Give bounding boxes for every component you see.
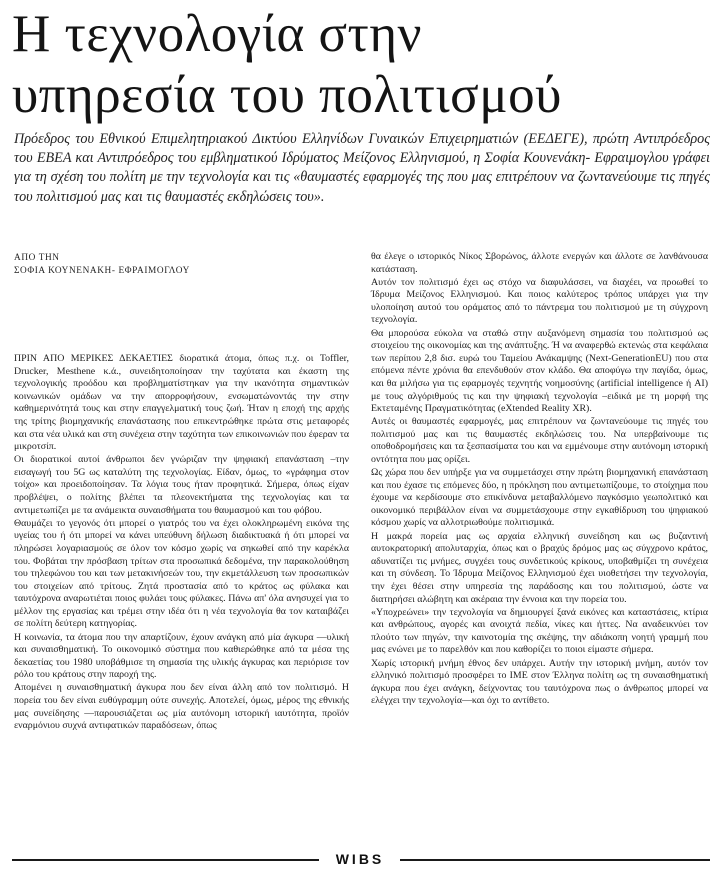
byline-author: ΣΟΦΙΑ ΚΟΥΝΕΝΑΚΗ- ΕΦΡΑΙΜΟΓΛΟΥ [14, 266, 190, 276]
paragraph: Χωρίς ιστορική μνήμη έθνος δεν υπάρχει. Αυτήν την ιστορική μνήμη, αυτόν τον ελληνικό πολιτισμό προσφέρει το ΙΜΕ στον Έλληνα πολίτη ως τη συναισθηματική άγκυρα που έχει ανάγκη, δείχνοντας του ταυτόχρονα πως ο άνθρωπος μπορεί να ελέγχει την τεχνολογία—και όχι το αντίθετο. [371, 657, 708, 707]
right-column [371, 251, 708, 708]
article-title [12, 4, 712, 126]
page-footer [12, 849, 710, 869]
left-column [14, 353, 349, 733]
paragraph: Αυτόν τον πολιτισμό έχει ως στόχο να διαφυλάσσει, να διαχέει, να προωθεί το Ίδρυμα Μείζονος Ελληνισμού. Και ποιος καλύτερος τρόπος υπάρχει για την υλοποίηση αυτού του οράματος από το πάντρεμα του πολιτισμού με τη σύγχρονη τεχνολογία. [371, 276, 708, 326]
byline-prefix: ΑΠΟ ΤΗΝ [14, 253, 60, 263]
paragraph: Αυτές οι θαυμαστές εφαρμογές, μας επιτρέπουν να ζωντανεύουμε τις πηγές του πολιτισμού μας και τις θαυμαστές εκδηλώσεις του. Να υπερβαίνουμε τις οποθοδρομήσεις και τα ξεσπασίματα του και να εμμένουμε στην αυτόνομη ιστορική οντότητα που μας ορίζει. [371, 416, 708, 465]
footer-rule-right [400, 859, 710, 861]
paragraph: Η μακρά πορεία μας ως αρχαία ελληνική συνείδηση και ως βυζαντινή αυτοκρατορική απολυταρχία, όπως και ο βραχύς δρόμος μας ως σύγχρονο κράτος, αδυνατίζει τις μνήμες, συγχέει τους συνδετικούς κρίκους, υποβαθμίζει τη συνέχεια και τη σύνδεση. Το Ίδρυμα Μείζονος Ελληνισμού έχει υιοθετήσει την τεχνολογία, την έχει θέσει στην υπηρεσία της παράδοσης και του πολιτισμού, ώστε να διατηρήσει αλώβητη και ακέραια την έννοια και την πορεία του. [371, 530, 708, 605]
paragraph: Θαυμάζει το γεγονός ότι μπορεί ο γιατρός του να έχει ολοκληρωμένη εικόνα της υγείας του ή ότι μπορεί να κάνει υπεύθυνη δήλωση διαδικτυακά ή ότι μπορεί να πληρώσει λογαριασμούς σε όλον τον κόσμο χωρίς να σηκωθεί από την καρέκλα του. Φοβάται την πρόσβαση τρίτων στα προσωπικά δεδομένα, την παρακολούθηση του τηλεφώνου του και των μετακινήσεών του, την εκμετάλλευση των προσωπικών του στοιχείων από τρίτους. Ζητά προστασία από το κράτος ως φύλακα και ταυτόχρονα αναρωτιέται ποιος φυλάει τους φύλακες. Πάνω απ' όλα ανησυχεί για το μέλλον της εργασίας και τρέμει στην ιδέα ότι η νέα τεχνολογία θα τον καταιβάζει σε πολίτη δεύτερη κατηγορίας. [14, 517, 349, 630]
article-lead: Πρόεδρος του Εθνικού Επιμελητηριακού Δικτύου Ελληνίδων Γυναικών Επιχειρηματιών (ΕΕΔΕΓΕ), πρώτη Αντιπρόεδρος του ΕΒΕΑ και Αντιπρόεδρος του εμβληματικού Ιδρύματος Μείζονος Ελληνισμού, η Σοφία Κουνενάκη- Εφραιμογλου γράφει για τη σχέση του πολίτη με την τεχνολογία και τις «θαυμαστές εφαρμογές της που μας επιτρέπουν να ζωντανεύουμε τις πηγές του πολιτισμού μας και τις θαυμαστές εκδηλώσεις του». [14, 131, 710, 205]
publication-logo: WIBS [335, 851, 385, 867]
paragraph: Η κοινωνία, τα άτομα που την απαρτίζουν, έχουν ανάγκη από μία άγκυρα —υλική και συναισθηματική. Το οικονομικό σύστημα που καθιερώθηκε από τα μέσα της δεκαετίας του 1980 υποβάθμισε τη σημασία της υλικής άγκυρας και περιόρισε τον ρόλο του κράτους στην παροχή της. [14, 631, 349, 681]
title-line-2: υπηρεσία του πολιτισμού [12, 66, 562, 124]
paragraph: Απομένει η συναισθηματική άγκυρα που δεν είναι άλλη από τον πολιτισμό. Η πορεία του δεν είναι ευθύγραμμη ούτε συνεχής. Αποτελεί, όμως, μέρος της εθνικής μας συνείδησης —παρουσιάζεται ως μία αυτόνομη ιστορική ιαυτότητα, προϊόν εναρμόνιου συχνά αντιφατικών παραδόσεων, όπως [14, 682, 349, 732]
paragraph: ΠΡΙΝ ΑΠΟ ΜΕΡΙΚΕΣ ΔΕΚΑΕΤΙΕΣ διορατικά άτομα, όπως π.χ. οι Toffler, Drucker, Mesthene κ.ά., συνειδητοποίησαν την ταχύτατα και έκαστη της τεχνολογικής προόδου και προβληματίστηκαν για την ικανότητα σημαντικών κοινωνικών ομάδων να την απορροφήσουν, ενσωματώνοντάς την στην καθημερινότητά τους και στην επαγγελματική τους ζωή. Ήταν η εποχή της αρχής της τρίτης βιομηχανικής επανάστασης που επικεντρώθηκε πρώτα στις μεταφορές και στα νέα υλικά και στη συνέχεια στην ταχύτητα των επικοινωνιών που έφεραν τα μικροτσίπ. [14, 353, 349, 453]
byline [14, 252, 344, 278]
paragraph: Ως χώρα που δεν υπήρξε για να συμμετάσχει στην πρώτη βιομηχανική επανάσταση και που έχασε τις επόμενες δύο, η πρόκληση που αντιμετωπίζουμε, το στοίχημα που έχουμε να κερδίσουμε στο επικίνδυνα μεταβαλλόμενο παγκόσμιο γεωπολιτικό και οικονομικό περιβάλλον είναι να συμμετάσχουμε στην εγκαθίδρυση του ψηφιακού κόσμου χωρίς να αλλοτριωθούμε πολιτισμικά. [371, 467, 708, 529]
footer-rule-left [12, 859, 319, 861]
paragraph: Θα μπορούσα εύκολα να σταθώ στην αυξανόμενη σημασία του πολιτισμού ως στοιχείου της οικονομίας και της ανάπτυξης. Ή να αναφερθώ εκτενώς στα κεφάλαια των περίπου 2,8 δισ. ευρώ του Ταμείου Ανάκαμψης (Next-GenerationEU) που στα επόμενα πέντε χρόνια θα επενδυθούν στον κλάδο. Θα αποφύγω την παγίδα, όμως, και θα μιλήσω για τις εφαρμογές τεχνητής νοημοσύνης (artificial intelligence ή AI) με τους αλγόριθμούς τις και την ψηφιακή τεχνολογία –ειδικά με τη μορφή της Εκτεταμένης Πραγματικότητας (eXtended Reality XR). [371, 327, 708, 415]
paragraph: Οι διορατικοί αυτοί άνθρωποι δεν γνώριζαν την ψηφιακή επανάσταση –την εισαγωγή του 5G ως καταλύτη της τεχνολογίας. Είδαν, όμως, το «γράφημα στον τοίχο» και προειδοποίησαν. Τα λόγια τους ήταν προφητικά. Σήμερα, όπως είχαν προβλέψει, ο πολίτης βλέπει τα πλεονεκτήματα της τεχνολογίας και τα αντιμετωπίζει με τα ανάμεικτα συναισθήματα του θαυμασμού και του φόβου. [14, 454, 349, 516]
title-line-1: Η τεχνολογία στην [12, 5, 423, 63]
paragraph: «Υποχρεώνει» την τεχνολογία να δημιουργεί ξανά εικόνες και καταστάσεις, κτίρια και ανθρώπους, αγορές και ανοιχτά πεδία, νίκες και ήττες. Να αναδεικνύει τον πλούτο των πηγών, την καινοτομία της σκέψης, την αδιάκοπη νοητή γραμμή που μας ενώνει με το παρελθόν και που καθορίζει το ποιοι είμαστε σήμερα. [371, 606, 708, 656]
paragraph: θα έλεγε ο ιστορικός Νίκος Σβορώνος, άλλοτε ενεργών και άλλοτε σε λανθάνουσα κατάσταση. [371, 251, 708, 275]
